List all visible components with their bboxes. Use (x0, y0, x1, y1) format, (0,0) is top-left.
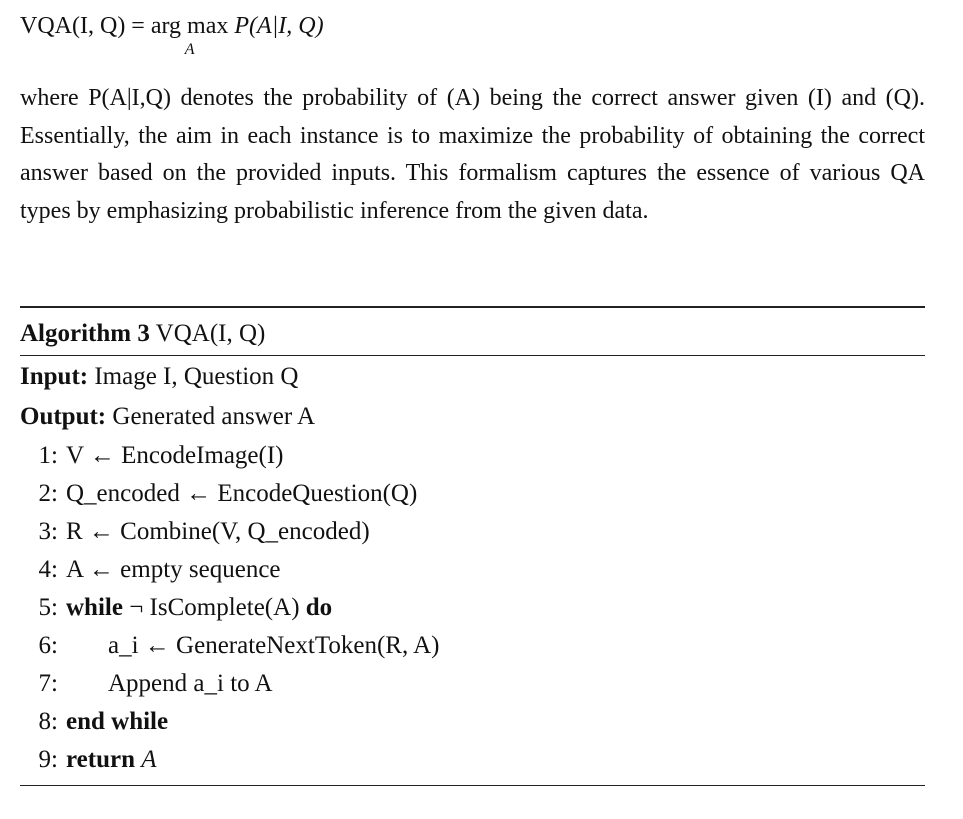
line-code: R ← Combine(V, Q_encoded) (66, 518, 370, 545)
line-code: Append a_i to A (108, 670, 273, 697)
keyword-do: do (305, 594, 333, 621)
while-condition: ¬ IsComplete(A) (129, 594, 300, 621)
algorithm-line-4 (20, 551, 925, 589)
algorithm-title (20, 308, 925, 355)
keyword-while: while (66, 594, 123, 621)
algorithm-line-8 (20, 703, 925, 741)
algorithm-line-1 (20, 437, 925, 475)
line-number: 7: (38, 670, 58, 697)
keyword-return: return (66, 746, 135, 773)
line-code: V ← EncodeImage(I) (66, 442, 284, 469)
algorithm-input (20, 356, 925, 396)
argmax-subscript: A (184, 41, 195, 58)
line-code: a_i ← GenerateNextToken(R, A) (108, 632, 440, 659)
algorithm-line-5 (20, 589, 925, 627)
keyword-end-while: end while (66, 708, 169, 735)
line-number: 4: (38, 556, 58, 583)
bottom-rule (20, 785, 925, 786)
algorithm-label: Algorithm 3 (20, 320, 150, 347)
line-code (66, 741, 157, 779)
algorithm-line-9 (20, 741, 925, 779)
line-code (66, 589, 332, 627)
line-number: 6: (38, 632, 58, 659)
line-number: 2: (38, 480, 58, 507)
line-code: Q_encoded ← EncodeQuestion(Q) (66, 480, 418, 507)
output-text: Generated answer A (112, 402, 316, 430)
equation-rhs: P(A|I, Q) (234, 13, 324, 39)
line-number: 9: (38, 746, 58, 773)
algorithm-line-6 (20, 627, 925, 665)
line-number: 1: (38, 442, 58, 469)
algorithm-line-2 (20, 475, 925, 513)
input-label: Input: (20, 363, 89, 390)
algorithm-line-7 (20, 665, 925, 703)
algorithm-line-3 (20, 513, 925, 551)
argmax-operator: arg max A (150, 13, 229, 58)
objective-equation (20, 13, 324, 58)
equation-lhs: VQA(I, Q) = (20, 13, 151, 39)
line-code: A ← empty sequence (66, 556, 281, 583)
algorithm-lines (20, 435, 925, 785)
input-text: Image I, Question Q (94, 363, 299, 390)
explanation-paragraph: where P(A|I,Q) denotes the probability of (A) being the correct answer given (I) and (Q). Essentially, the aim in each instance is to maximize the probability of obtaining the correct answer based on the provided inputs. This formalism captures the essence of various QA types by emphasizing probabilistic inference from the given data. (20, 85, 925, 224)
line-number: 5: (38, 594, 58, 621)
algorithm-output (20, 396, 925, 436)
algorithm-name: VQA(I, Q) (155, 320, 266, 347)
algorithm-box (20, 306, 925, 786)
line-number: 3: (38, 518, 58, 545)
line-number: 8: (38, 708, 58, 735)
return-value: A (141, 746, 157, 773)
output-label: Output: (20, 402, 107, 430)
